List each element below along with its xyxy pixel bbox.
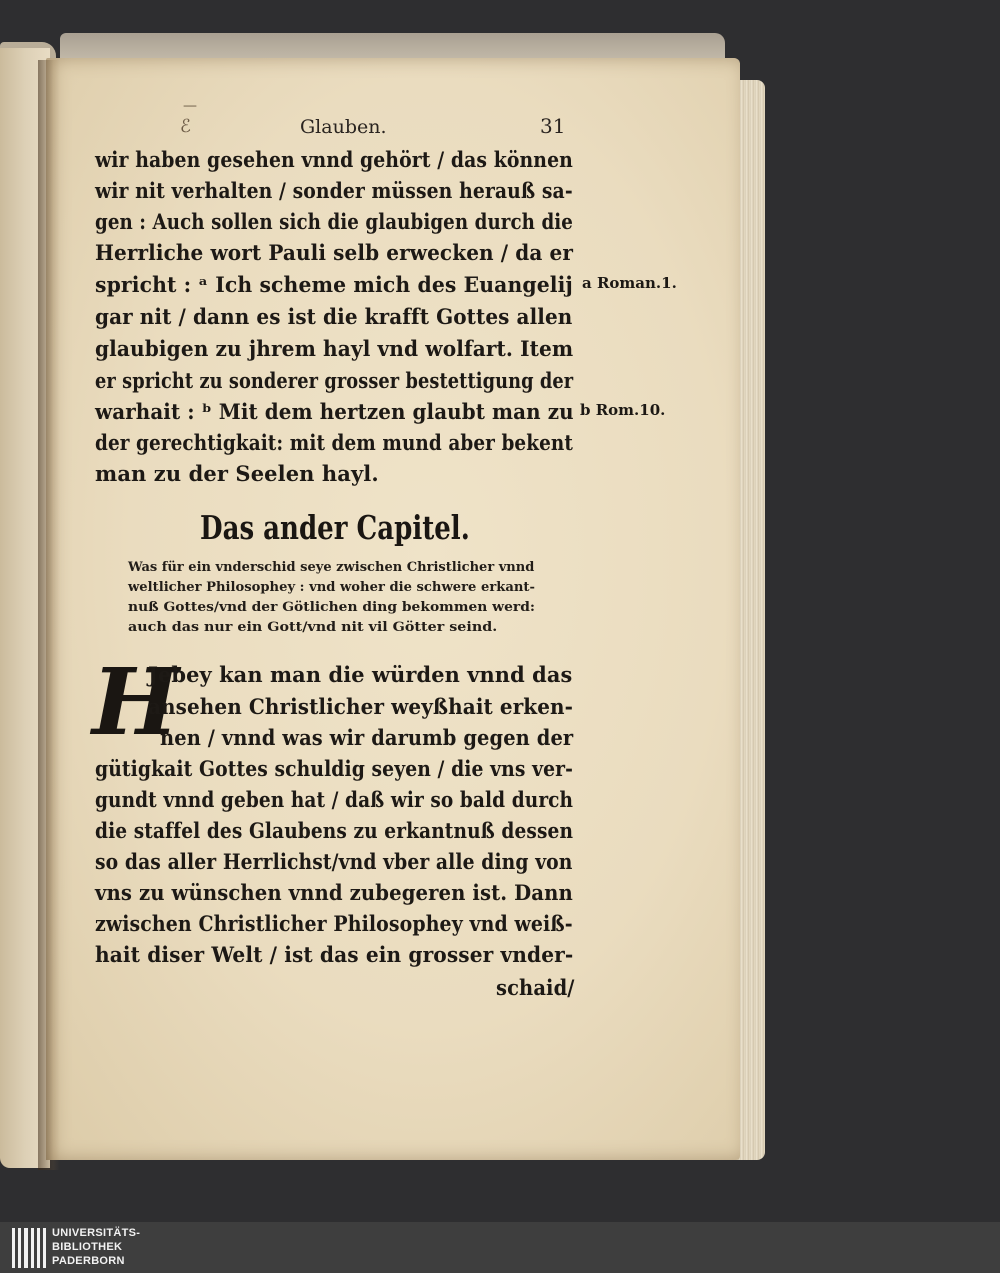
text-line: gen : Auch sollen sich die glaubigen durch die (95, 209, 573, 234)
text-line: glaubigen zu jhrem hayl vnd wolfart. Item (95, 336, 574, 361)
marginal-note-b: b Rom.10. (580, 401, 666, 419)
library-name-line: UNIVERSITÄTS- (52, 1227, 141, 1239)
text-line: gütigkait Gottes schuldig seyen / die vns ver- (95, 756, 573, 781)
library-footer (0, 1222, 1000, 1273)
library-logo-text (52, 1226, 140, 1268)
ornament-dash: — (183, 98, 197, 114)
text-line: gundt vnnd geben hat / daß wir so bald durch (95, 787, 574, 812)
chapter-summary-line: weltlicher Philosophey : vnd woher die schwere erkant- (128, 580, 535, 595)
text-line: gar nit / dann es ist die krafft Gottes allen (95, 304, 573, 329)
page-number: 31 (540, 114, 566, 138)
chapter-heading: Das ander Capitel. (200, 508, 470, 547)
library-logo-icon (12, 1228, 46, 1268)
chapter-summary-line: auch das nur ein Gott/vnd nit vil Götter seind. (128, 620, 498, 635)
text-line: Herrliche wort Pauli selb erwecken / da er (95, 240, 573, 265)
gutter-shadow (38, 60, 60, 1170)
drop-cap: H (92, 648, 179, 756)
marginal-note-a: a Roman.1. (582, 274, 677, 292)
text-line: vns zu wünschen vnnd zubegeren ist. Dann (95, 880, 573, 905)
chapter-summary-line: nuß Gottes/vnd der Götlichen ding bekommen werd: (128, 600, 535, 615)
text-line: ansehen Christlicher weyßhait erken- (148, 694, 574, 719)
chapter-summary-line: Was für ein vnderschid seye zwischen Christlicher vnnd (128, 560, 535, 575)
library-name-line: BIBLIOTHEK (52, 1241, 123, 1253)
running-head: Glauben. (300, 116, 387, 138)
text-line: er spricht zu sonderer grosser bestettigung der (95, 368, 574, 393)
text-line: Jebey kan man die würden vnnd das (148, 662, 573, 687)
text-line: hait diser Welt / ist das ein grosser vnder- (95, 942, 574, 967)
text-line: wir haben gesehen vnnd gehört / das können (95, 147, 573, 172)
text-line: so das aller Herrlichst/vnd vber alle ding von (95, 849, 573, 874)
library-name-line: PADERBORN (52, 1255, 125, 1267)
text-line: die staffel des Glaubens zu erkantnuß dessen (95, 818, 574, 843)
text-line: zwischen Christlicher Philosophey vnd weiß- (95, 911, 573, 936)
text-line: warhait : ᵇ Mit dem hertzen glaubt man zu (95, 399, 574, 424)
catchword: schaid/ (496, 975, 575, 1000)
text-line: man zu der Seelen hayl. (95, 461, 379, 486)
text-line: wir nit verhalten / sonder müssen herauß sa- (95, 178, 573, 203)
ornament: ℰ (180, 116, 191, 137)
text-line: spricht : ᵃ Ich scheme mich des Euangelij (95, 272, 573, 297)
text-line: nen / vnnd was wir darumb gegen der (160, 725, 574, 750)
text-line: der gerechtigkait: mit dem mund aber bekent (95, 430, 573, 455)
